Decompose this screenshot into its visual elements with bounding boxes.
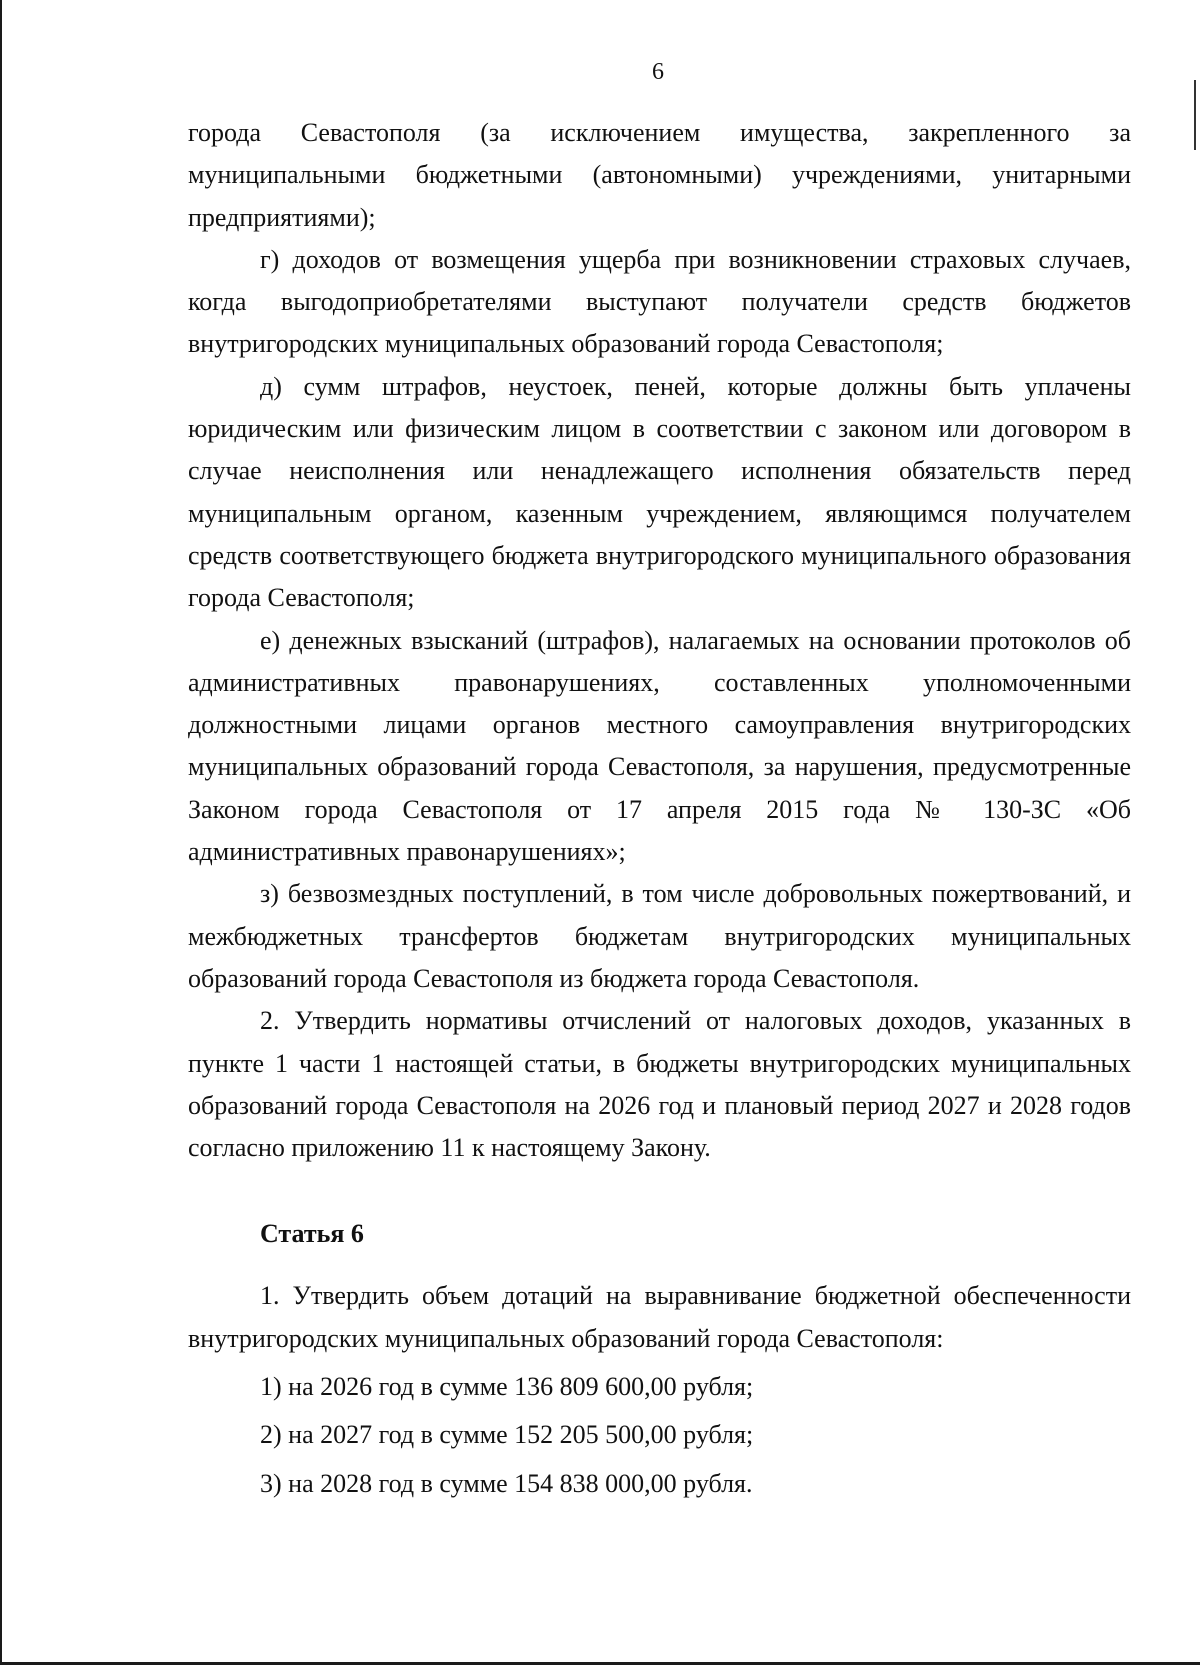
list-item: 1) на 2026 год в сумме 136 809 600,00 рубля; [260,1372,754,1402]
paragraph: е) денежных взысканий (штрафов), налагаемых на основании протоколов об административных правонарушениях, составленных уполномоченными должностными лицами органов местного самоуправления внутригородских муниципальных образований города Севастополя, за нарушения, предусмотренные Законом города Севастополя от 17 апреля 2015 года № 130-ЗС «Об административных правонарушениях»; [188,625,1131,867]
article-heading: Статья 6 [260,1219,364,1249]
scan-edge-left [0,0,2,1665]
document-body [188,112,1131,1505]
paragraph: г) доходов от возмещения ущерба при возникновении страховых случаев, когда выгодоприобретателями выступают получатели средств бюджетов внутригородских муниципальных образований города Севастополя; [188,244,1131,359]
paragraph: д) сумм штрафов, неустоек, пеней, которые должны быть уплачены юридическим или физическим лицом в соответствии с законом или договором в случае неисполнения или ненадлежащего исполнения обязательств перед муниципальным органом, казенным учреждением, являющимся получателем средств соответствующего бюджета внутригородского муниципального образования города Севастополя; [188,371,1131,613]
page-number: 6 [652,59,664,85]
list-item: 2) на 2027 год в сумме 152 205 500,00 рубля; [260,1420,754,1450]
article-paragraph: 1. Утвердить объем дотаций на выравнивание бюджетной обеспеченности внутригородских муниципальных образований города Севастополя: [188,1281,1131,1353]
paragraph: города Севастополя (за исключением имущества, закрепленного за муниципальными бюджетными (автономными) учреждениями, унитарными предприятиями); [188,118,1131,232]
paragraph: з) безвозмездных поступлений, в том числе добровольных пожертвований, и межбюджетных трансфертов бюджетам внутригородских муниципальных образований города Севастополя из бюджета города Севастополя. [188,879,1131,993]
list-item: 3) на 2028 год в сумме 154 838 000,00 рубля. [260,1468,753,1498]
paragraph: 2. Утвердить нормативы отчислений от налоговых доходов, указанных в пункте 1 части 1 настоящей статьи, в бюджеты внутригородских муниципальных образований города Севастополя на 2026 год и плановый период 2027 и 2028 годов согласно приложению 11 к настоящему Закону. [188,1006,1131,1163]
scan-edge-right [1194,80,1196,150]
